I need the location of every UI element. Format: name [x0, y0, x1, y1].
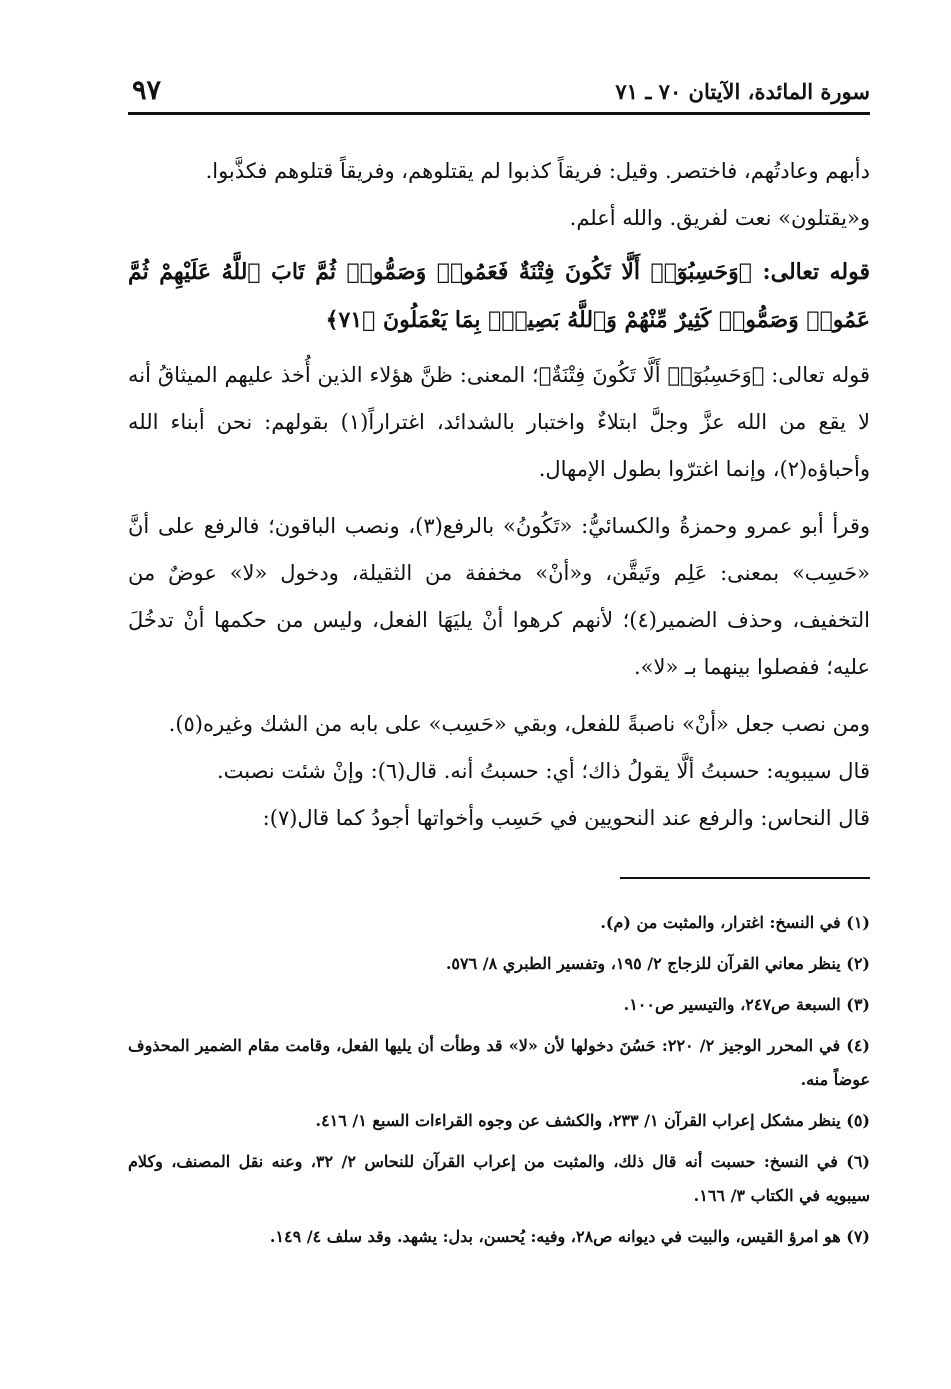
paragraph: ومن نصب جعل «أنْ» ناصبةً للفعل، وبقي «حَسِب» على بابه من الشك وغيره(٥).: [168, 712, 870, 736]
main-text: [128, 148, 870, 842]
footnote: (٢) ينظر معاني القرآن للزجاج ٢/ ١٩٥، وتفسير الطبري ٨/ ٥٧٦.: [445, 954, 870, 973]
page-header: [128, 62, 870, 115]
footnote-separator: [620, 877, 870, 879]
page-number: ٩٧: [132, 75, 162, 106]
footnote: (٤) في المحرر الوجيز ٢/ ٢٢٠: حَسُنَ دخولها لأن «لا» قد وطأت أن يليها الفعل، وقامت مقام الضمير المحذوف عوضاً منه.: [128, 1036, 870, 1089]
quran-verse: قوله تعالى: ﴿وَحَسِبُوٓا۟ أَلَّا تَكُونَ فِتْنَةٌ فَعَمُوا۟ وَصَمُّوا۟ ثُمَّ تَابَ ٱللَّهُ عَلَيْهِمْ ثُمَّ عَمُوا۟ وَصَمُّوا۟ كَثِيرٌ مِّنْهُمْ وَٱللَّهُ بَصِيرٌۢ بِمَا يَعْمَلُونَ ﴿٧١﴾: [128, 259, 870, 333]
footnote: (٧) هو امرؤ القيس، والبيت في ديوانه ص٢٨، وفيه: يُحسن، بدل: يشهد. وقد سلف ٤/ ١٤٩.: [269, 1227, 870, 1246]
running-title: سورة المائدة، الآيتان ٧٠ ـ ٧١: [615, 79, 870, 104]
paragraph: قوله تعالى: ﴿وَحَسِبُوٓا۟ أَلَّا تَكُونَ فِتْنَةٌ﴾؛ المعنى: ظنَّ هؤلاء الذين أُخذ عليهم الميثاقُ أنه لا يقع من الله عزَّ وجلَّ ابتلاءٌ واختبار بالشدائد، اغتراراً(١) بقولهم: نحن أبناء الله وأحباؤه(٢)، وإنما اغترّوا بطول الإمهال.: [128, 363, 871, 481]
footnote: (٥) ينظر مشكل إعراب القرآن ١/ ٢٣٣، والكشف عن وجوه القراءات السبع ١/ ٤١٦.: [315, 1111, 870, 1130]
footnote: (٦) في النسخ: حسبت أنه قال ذلك، والمثبت من إعراب القرآن للنحاس ٢/ ٣٢، وعنه نقل المصنف، وكلام سيبويه في الكتاب ٣/ ١٦٦.: [128, 1152, 870, 1205]
footnote: (١) في النسخ: اغترار، والمثبت من (م).: [600, 913, 870, 932]
paragraph: وقرأ أبو عمرو وحمزةُ والكسائيُّ: «تَكُونُ» بالرفع(٣)، ونصب الباقون؛ فالرفع على أنَّ «حَسِب» بمعنى: عَلِم وتَيقَّن، و«أنْ» مخففة من الثقيلة، ودخول «لا» عوضٌ من التخفيف، وحذف الضمير(٤)؛ لأنهم كرهوا أنْ يليَهَا الفعل، وليس من حكمها أنْ تدخُلَ عليه؛ ففصلوا بينهما بـ «لا».: [128, 514, 870, 679]
paragraph: دأبهم وعادتُهم، فاختصر. وقيل: فريقاً كذبوا لم يقتلوهم، وفريقاً قتلوهم فكذَّبوا.: [205, 159, 870, 183]
footnote: (٣) السبعة ص٢٤٧، والتيسير ص١٠٠.: [623, 995, 870, 1014]
paragraph: و«يقتلون» نعت لفريق. والله أعلم.: [569, 206, 870, 230]
footnotes: [128, 906, 870, 1261]
paragraph: قال النحاس: والرفع عند النحويين في حَسِب وأخواتها أجودُ كما قال(٧):: [262, 806, 870, 830]
paragraph: قال سيبويه: حسبتُ ألَّا يقولُ ذاك؛ أي: حسبتُ أنه. قال(٦): وإنْ شئت نصبت.: [216, 759, 870, 783]
